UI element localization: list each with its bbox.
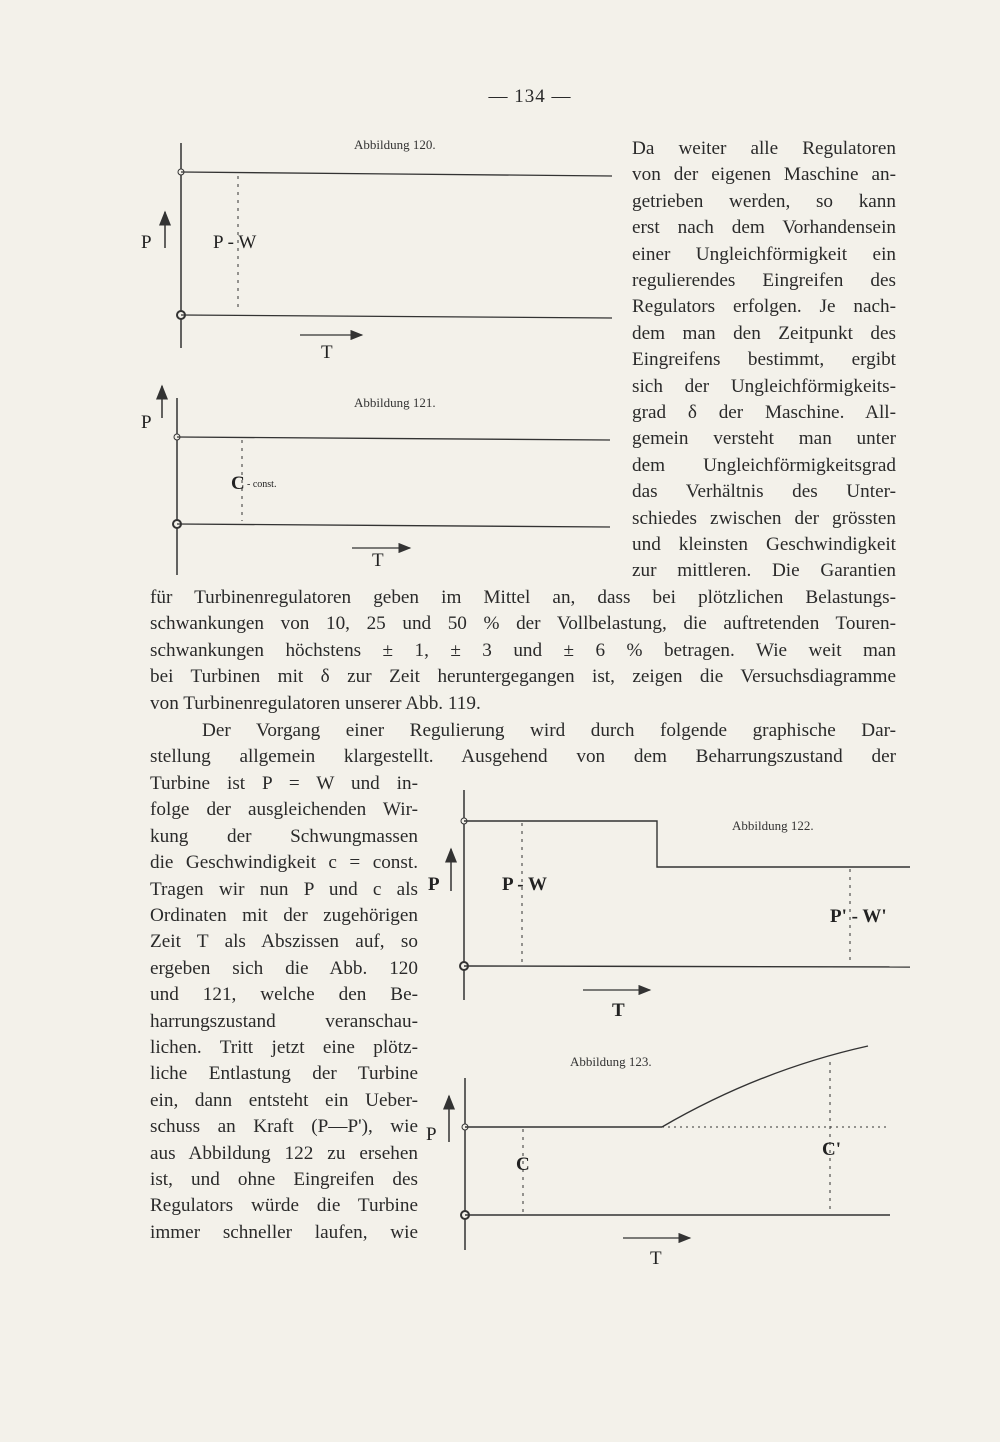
text-line: Eingreifens bestimmt, ergibt bbox=[632, 349, 896, 371]
fig120-w-line bbox=[181, 315, 612, 318]
fig121-x-label: T bbox=[372, 550, 384, 571]
figure-121 bbox=[141, 386, 610, 575]
text-line: Turbine ist P = W und in- bbox=[150, 773, 418, 794]
text-line: und 121, welche den Be- bbox=[150, 984, 418, 1006]
fig123-value-before-label: C bbox=[516, 1154, 530, 1175]
text-line: aus Abbildung 122 zu ersehen bbox=[150, 1142, 418, 1164]
text-line: das Verhältnis des Unter- bbox=[632, 481, 896, 503]
fig123-caption: Abbildung 123. bbox=[570, 1054, 652, 1069]
text-line: einer Ungleichförmigkeit ein bbox=[632, 243, 896, 265]
fig123-y-label: P bbox=[426, 1124, 437, 1145]
fig121-value-note: - const. bbox=[247, 479, 277, 490]
fig122-p-step-line bbox=[464, 821, 910, 867]
figure-123 bbox=[426, 1046, 890, 1269]
text-line: Der Vorgang einer Regulierung wird durch folgende graphische Dar- bbox=[202, 720, 896, 741]
fig122-x-label: T bbox=[612, 1000, 625, 1021]
fig123-rising-curve bbox=[662, 1046, 868, 1127]
page-number: — 134 — bbox=[488, 86, 572, 107]
text-line: von der eigenen Maschine an- bbox=[632, 164, 896, 186]
text-line: kung der Schwungmassen bbox=[150, 825, 418, 847]
fig121-c-line bbox=[177, 437, 610, 440]
text-line: immer schneller laufen, wie bbox=[150, 1221, 418, 1243]
text-line: und kleinsten Geschwindigkeit bbox=[632, 534, 896, 555]
fig123-value-after-label: C' bbox=[822, 1139, 841, 1160]
fig121-y-label: P bbox=[141, 412, 152, 433]
text-line: dem Ungleichförmigkeitsgrad bbox=[632, 454, 896, 476]
text-line: lichen. Tritt jetzt eine plötz- bbox=[150, 1037, 418, 1058]
text-line: Ordinaten mit der zugehörigen bbox=[150, 905, 418, 926]
text-line: ein, dann entsteht ein Ueber- bbox=[150, 1089, 418, 1111]
text-line: liche Entlastung der Turbine bbox=[150, 1063, 418, 1085]
fig120-difference-label: P - W bbox=[213, 232, 257, 253]
text-line: getrieben werden, so kann bbox=[632, 190, 896, 212]
fig121-caption: Abbildung 121. bbox=[354, 395, 436, 410]
text-line: ist, und ohne Eingreifen des bbox=[150, 1169, 418, 1190]
fig120-p-line bbox=[181, 172, 612, 176]
text-line: stellung allgemein klargestellt. Ausgehend von dem Beharrungszustand der bbox=[150, 746, 896, 768]
text-line: regulierendes Eingreifen des bbox=[632, 270, 896, 291]
fig123-x-label: T bbox=[650, 1248, 662, 1269]
text-line: Regulators erfolgen. Je nach- bbox=[632, 296, 896, 318]
text-line: für Turbinenregulatoren geben im Mittel an, dass bei plötzlichen Belastungs- bbox=[150, 587, 896, 608]
text-line: grad δ der Maschine. All- bbox=[632, 402, 896, 423]
fig122-caption: Abbildung 122. bbox=[732, 818, 814, 833]
text-line: die Geschwindigkeit c = const. bbox=[150, 852, 418, 874]
text-line: schuss an Kraft (P—P'), wie bbox=[150, 1116, 418, 1138]
text-line: Da weiter alle Regulatoren bbox=[632, 138, 896, 159]
fig120-y-label: P bbox=[141, 232, 152, 253]
text-line: Regulators würde die Turbine bbox=[150, 1195, 418, 1217]
text-line: schwankungen höchstens ± 1, ± 3 und ± 6 % betragen. Wie weit man bbox=[150, 639, 896, 661]
text-line: von Turbinenregulatoren unserer Abb. 119. bbox=[150, 692, 481, 714]
text-line: ergeben sich die Abb. 120 bbox=[150, 957, 418, 979]
text-line: gemein versteht man unter bbox=[632, 428, 896, 450]
figure-122 bbox=[428, 790, 910, 1021]
fig122-w-line bbox=[464, 966, 910, 967]
fig122-difference-after-label: P' - W' bbox=[830, 906, 887, 927]
fig121-value-label: C bbox=[231, 473, 245, 494]
fig120-x-label: T bbox=[321, 342, 333, 363]
text-line: folge der ausgleichenden Wir- bbox=[150, 799, 418, 821]
text-line: bei Turbinen mit δ zur Zeit heruntergegangen ist, zeigen die Versuchsdiagramme bbox=[150, 666, 896, 688]
fig120-caption: Abbildung 120. bbox=[354, 137, 436, 152]
text-line: sich der Ungleichförmigkeits- bbox=[632, 375, 896, 397]
text-line: erst nach dem Vorhandensein bbox=[632, 217, 896, 239]
figure-120 bbox=[141, 137, 612, 363]
text-line: schiedes zwischen der grössten bbox=[632, 507, 896, 529]
text-line: Zeit T als Abszissen auf, so bbox=[150, 931, 418, 953]
fig121-base-line bbox=[177, 524, 610, 527]
text-line: schwankungen von 10, 25 und 50 % der Vollbelastung, die auftretenden Touren- bbox=[150, 613, 896, 635]
fig122-difference-before-label: P - W bbox=[502, 874, 548, 895]
text-line: harrungszustand veranschau- bbox=[150, 1010, 418, 1032]
text-line: zur mittleren. Die Garantien bbox=[632, 560, 896, 582]
text-line: dem man den Zeitpunkt des bbox=[632, 322, 896, 344]
text-line: Tragen wir nun P und c als bbox=[150, 878, 418, 900]
fig122-y-label: P bbox=[428, 874, 440, 895]
